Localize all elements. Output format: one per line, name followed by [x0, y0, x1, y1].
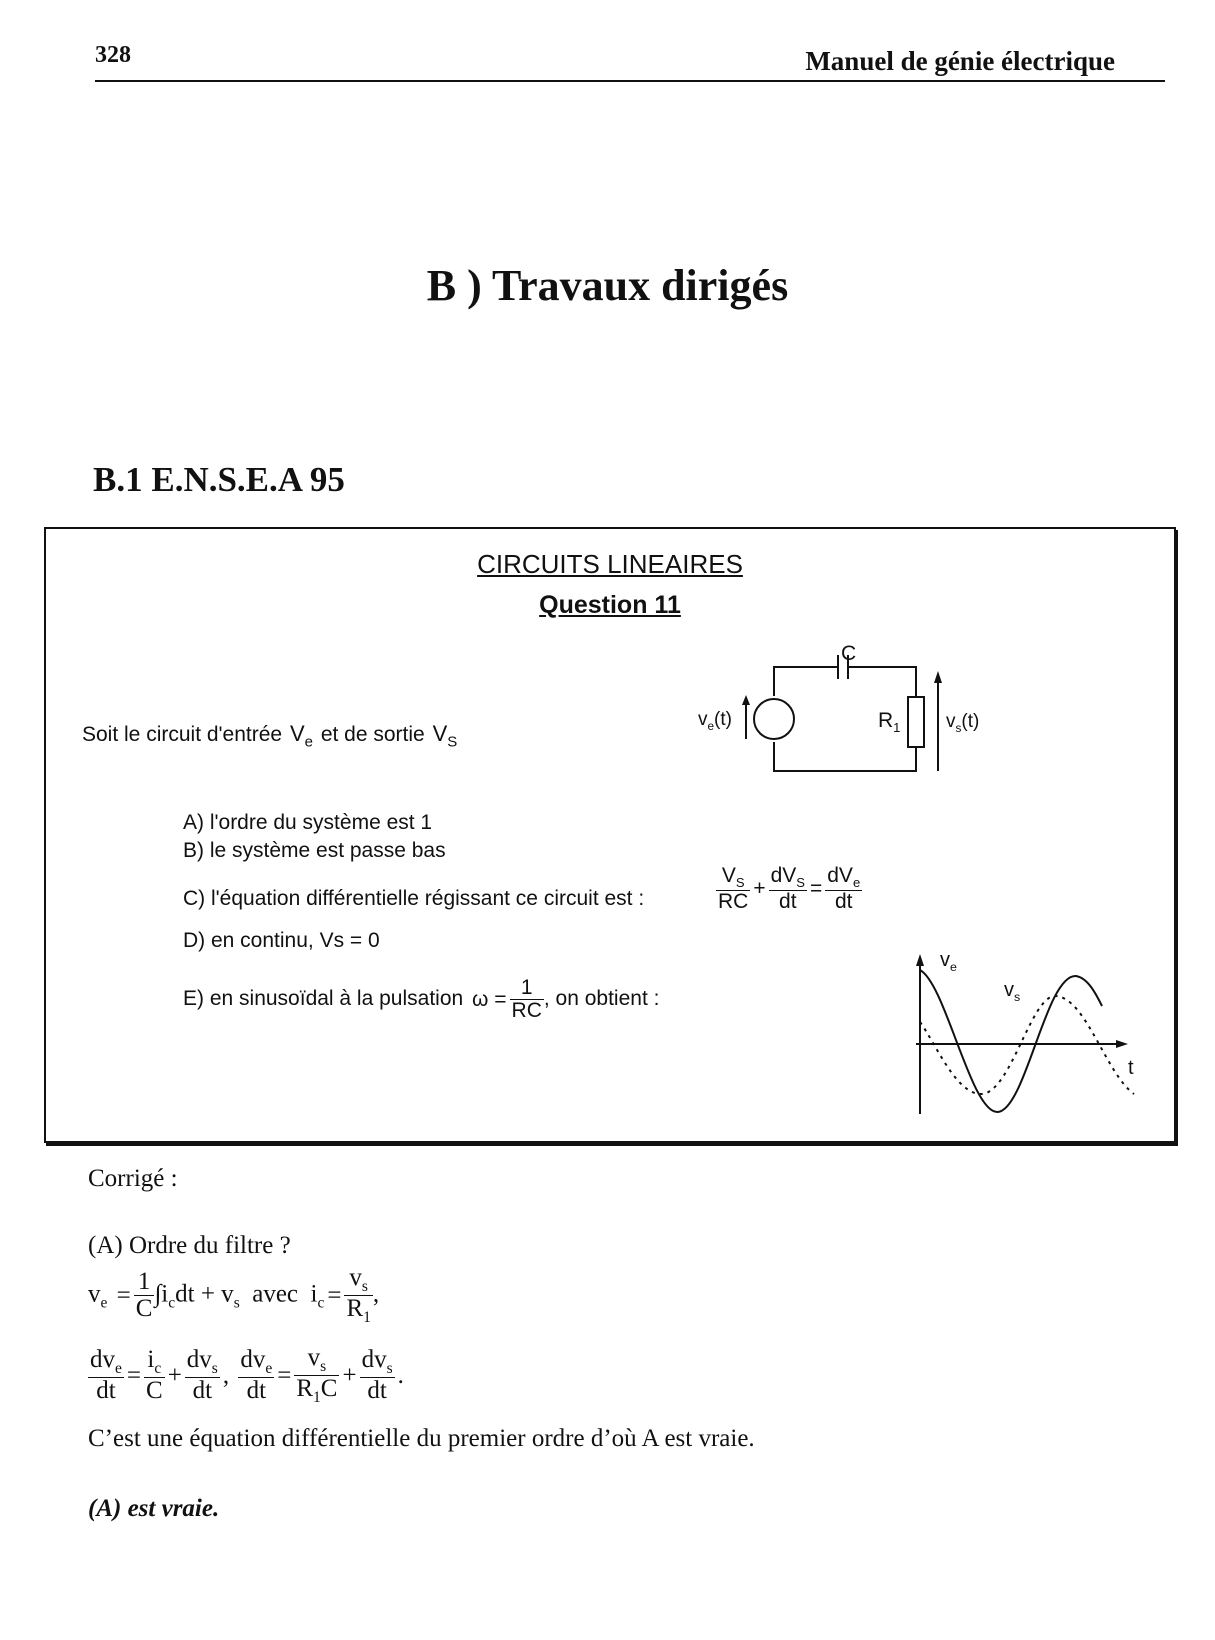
option-c: C) l'équation différentielle régissant ce circuit est : [183, 887, 645, 910]
option-b: B) le système est passe bas [183, 839, 446, 862]
exercise-title: B.1 E.N.S.E.A 95 [93, 460, 345, 499]
page-number: 328 [95, 42, 131, 68]
conclusion-text: C’est une équation différentielle du premier ordre d’où A est vraie. [88, 1425, 755, 1452]
intro-vs: $V_S$ [432, 721, 458, 751]
section-title: B ) Travaux dirigés [426, 261, 789, 310]
header-rule [95, 80, 1165, 82]
correction-label: Corrigé : [88, 1165, 178, 1192]
ve-label: $v_e$ [940, 949, 957, 974]
intro-ve: $V_e$ [289, 721, 313, 751]
option-d: D) en continu, Vs = 0 [183, 929, 380, 952]
question-intro [82, 721, 459, 750]
correction-a-title: (A) Ordre du filtre ? [88, 1232, 291, 1259]
input-voltage-label: $v_e(t)$ [698, 709, 732, 733]
question-heading: CIRCUITS LINEAIRES [477, 549, 743, 579]
output-voltage-label: $v_s(t)$ [946, 711, 980, 735]
resistor-label: $R_1$ [878, 709, 901, 736]
capacitor-label: C [841, 642, 857, 665]
t-axis-label: t [1128, 1057, 1134, 1079]
waveform-plot [916, 954, 1136, 1124]
equation-2: $\frac{dv_e}{dt}$ = $\frac{i_c}{C}$ + $\frac{dv_s}{dt}$ , $\frac{dv_e}{dt}$ = $\frac{v_s}{R_1C}$ + $\frac{dv_s}{dt}$ . [90, 1344, 404, 1407]
equation-1: $v_e$ = $\frac{1}{C}$ $\int i_cdt + v_s$ avec $i_c$ = $\frac{v_s}{R_1}$ , [88, 1264, 380, 1327]
question-number: Question 11 [539, 591, 681, 619]
option-e: E) en sinusoïdal à la pulsation ω = $\frac{1}{RC}$ , on obtient : [183, 976, 660, 1023]
option-a: A) l'ordre du système est 1 [183, 811, 433, 834]
intro-middle: et de sortie [320, 723, 425, 746]
rc-circuit-diagram [686, 639, 1056, 799]
question-box [44, 527, 1176, 1143]
vs-label: $v_s$ [1004, 979, 1021, 1004]
equation-c: $\frac{V_S}{RC}$ + $\frac{dV_S}{dt}$ = $\frac{dV_e}{dt}$ [718, 864, 861, 913]
running-title: Manuel de génie électrique [805, 46, 1115, 76]
intro-prefix: Soit le circuit d'entrée [82, 723, 283, 746]
final-answer: (A) est vraie. [88, 1495, 220, 1522]
